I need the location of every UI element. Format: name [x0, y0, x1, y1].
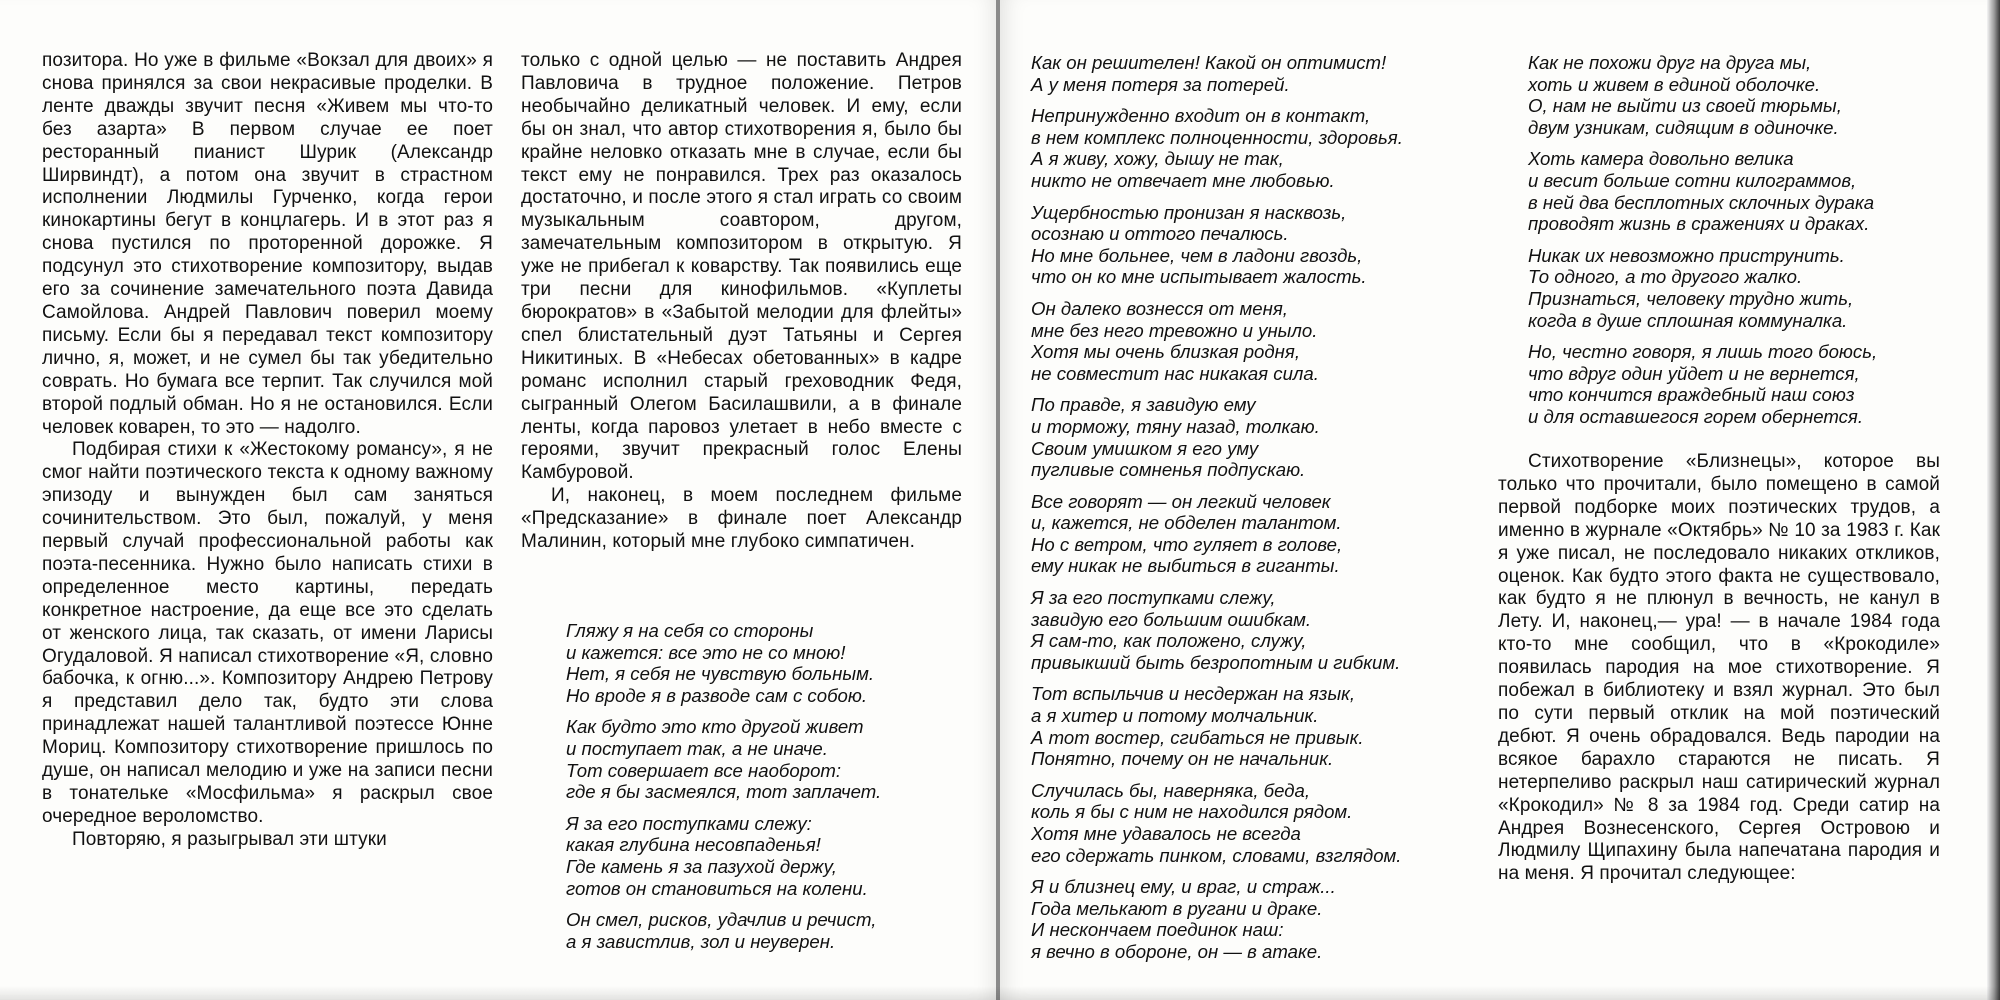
poem-line: и поступает так, а не иначе. [566, 737, 828, 759]
poem-line: А у меня потеря за потерей. [1031, 73, 1290, 95]
poem-line: Но мне больнее, чем в ладони гвоздь, [1031, 244, 1363, 266]
poem-line: его сдержать пинком, словами, взглядом. [1031, 844, 1402, 866]
paragraph: позитора. Но уже в фильме «Вокзал для двоих» я снова принялся за свои некрасивые проделки. В ленте дважды звучит песня «Живем мы что-то без азарта» В первом случае ее поет ресторанный пианист Шурик (Александр Ширвиндт), а потом она звучит в страстном исполнении Людмилы Гурченко, когда герои кинокартины бегут в концлагерь. И в этот раз я снова пустился по проторенной дорожке. Я подсунул это стихотворение композитору, выдав его за сочинение замечательного поэта Давида Самойлова. Андрей Павлович поверил моему письму. Если бы я передавал текст композитору лично, я, может, и не сумел бы так убедительно соврать. Но бумага все терпит. Так случился мой второй подлый обман. Но я не остановился. Если человек коварен, то это — надолго. [42, 50, 493, 438]
poem-line: Непринужденно входит он в контакт, [1031, 105, 1371, 127]
poem-stanza [1031, 105, 1471, 191]
left-column-prose [42, 50, 493, 852]
poem-stanza [1031, 394, 1471, 480]
poem-line: Хоть камера довольно велика [1528, 148, 1794, 170]
poem-line: А тот востер, сгибаться не привык. [1031, 726, 1364, 748]
poem-line: То одного, а то другого жалко. [1528, 266, 1803, 288]
poem-line: Как будто это кто другой живет [566, 716, 864, 738]
poem-line: и, кажется, не обделен талантом. [1031, 512, 1342, 534]
left-page [0, 0, 998, 1000]
poem-line: когда в душе сплошная коммуналка. [1528, 309, 1848, 331]
poem-stanza [1528, 148, 1978, 234]
poem-line: И нескончаем поединок наш: [1031, 919, 1284, 941]
poem-line: Но, честно говоря, я лишь того боюсь, [1528, 341, 1878, 363]
poem-line: где я бы засмеялся, тот заплачет. [566, 781, 882, 803]
poem-line: Своим умишком я его уму [1031, 437, 1259, 459]
poem-line: я вечно в обороне, он — в атаке. [1031, 940, 1323, 962]
poem-line: А я живу, хожу, дышу не так, [1031, 148, 1284, 170]
poem-line: Тот совершает все наоборот: [566, 759, 842, 781]
paragraph: И, наконец, в моем последнем фильме «Предсказание» в финале поет Александр Малинин, который мне глубоко симпатичен. [521, 485, 962, 553]
poem-line: и для оставшегося горем обернется. [1528, 405, 1864, 427]
poem-line: осознаю и оттого печалюсь. [1031, 223, 1289, 245]
poem-line: Я сам-то, как положено, служу, [1031, 630, 1307, 652]
poem-line: Он смел, рисков, удачлив и речист, [566, 909, 877, 931]
poem-stanza [1031, 298, 1471, 384]
paragraph: только с одной целью — не поставить Андрея Павловича в трудное положение. Петров необычайно деликатный человек. И ему, если бы он знал, что автор стихотворения я, было бы крайне неловко отказать мне в случае, если бы текст ему не понравился. Трех раз оказалось достаточно, и после этого я стал играть со своим музыкальным соавтором, другом, замечательным композитором в открытую. Я уже не прибегал к коварству. Так появились еще три песни для кинофильмов. «Куплеты бюрократов» в «Забытой мелодии для флейты» спел блистательный дуэт Татьяны и Сергея Никитиных. В «Небесах обетованных» в кадре романс исполнил старый греховодник Федя, сыгранный Олегом Басилашвили, а в финале ленты, когда паровоз улетает в небо вместе с героями, звучит прекрасный голос Елены Камбуровой. [521, 50, 962, 484]
poem-line: Гляжу я на себя со стороны [566, 620, 814, 641]
poem-line: готов он становиться на колени. [566, 877, 868, 899]
poem-line: что он ко мне испытывает жалость. [1031, 266, 1367, 288]
right-page [1000, 0, 1987, 1000]
poem-line: О, нам не выйти из своей тюрьмы, [1528, 95, 1842, 117]
poem-line: завидую его большим ошибкам. [1031, 608, 1312, 630]
poem-line: проводят жизнь в сражениях и драках. [1528, 213, 1870, 235]
poem-line: какая глубина несовпаденья! [566, 834, 821, 856]
poem-line: коль я бы с ним не находился рядом. [1031, 801, 1353, 823]
poem-line: Года мелькают в ругани и драке. [1031, 897, 1323, 919]
poem-line: что вдруг один уйдет и не вернется, [1528, 362, 1860, 384]
poem-line: По правде, я завидую ему [1031, 394, 1256, 416]
poem-stanza [566, 716, 986, 802]
poem-stanza [1031, 780, 1471, 866]
paragraph: Повторяю, я разыгрывал эти штуки [72, 828, 387, 850]
poem-line: а я завистлив, зол и неуверен. [566, 930, 836, 952]
poem-stanza [1031, 491, 1471, 577]
poem-line: Хотя мы очень близкая родня, [1031, 341, 1300, 363]
poem-line: Я и близнец ему, и враг, и страж... [1031, 876, 1336, 898]
poem-line: Тот вспыльчив и несдержан на язык, [1031, 683, 1356, 705]
poem-stanza [1528, 341, 1978, 427]
paragraph: Стихотворение «Близнецы», которое вы только что прочитали, было помещено в самой первой подборке моих поэтических трудов, а именно в журнале «Октябрь» № 10 за 1983 г. Как я уже писал, не последовало никаких откликов, оценок. Как будто этого факта не существовало, как будто я не плюнул в вечность, не канул в Лету. И, наконец,— ура! — в начале 1984 года кто-то мне сообщил, что в «Крокодиле» появилась пародия на мое стихотворение. Я побежал в библиотеку и взял журнал. Это был по сути первый отклик на мой поэтический дебют. Я очень обрадовался. Ведь пародии на всякое барахло стараются не писать. Я нетерпеливо раскрыл наш сатирический журнал «Крокодил» № 8 за 1984 год. Среди сатир на Андрея Вознесенского, Сергея Островою и Людмилу Щипахину была напечатана пародия и на меня. Я прочитал следующее: [1498, 451, 1940, 885]
poem-line: не совместит нас никакая сила. [1031, 362, 1319, 384]
paragraph: Подбирая стихи к «Жестокому романсу», я не смог найти поэтического текста к одному важному эпизоду и вынужден был сам заняться сочинительством. Это был, пожалуй, у меня первый случай профессиональной работы как поэта-песенника. Нужно было написать стихи в определенное место картины, передать конкретное настроение, да еще все это сделать от женского лица, так сказать, от имени Ларисы Огудаловой. Я написал стихотворение «Я, словно бабочка, к огню...». Композитору Андрею Петрову я представил дело так, будто эти слова принадлежат нашей талантливой поэтессе Юнне Мориц. Композитору стихотворение пришлось по душе, он написал мелодию и уже на записи песни в тонательке «Мосфильма» я раскрыл свое очередное вероломство. [42, 439, 493, 827]
poem-line: пугливые сомненья подпускаю. [1031, 459, 1306, 481]
poem-stanza [1031, 202, 1471, 288]
poem-line: Но вроде я в разводе сам с собою. [566, 684, 868, 706]
poem-stanza [566, 909, 986, 952]
poem-line: Он далеко вознесся от меня, [1031, 297, 1288, 319]
poem-line: Понятно, почему он не начальник. [1031, 748, 1334, 770]
poem-line: Как не похожи друг на друга мы, [1528, 52, 1812, 73]
scan-bottom-shadow [0, 986, 2000, 1000]
poem-line: привыкший быть безропотным и гибким. [1031, 651, 1401, 673]
poem-twins-part-2 [1031, 52, 1471, 973]
poem-line: Я за его поступками слежу, [1031, 587, 1276, 609]
poem-line: Все говорят — он легкий человек [1031, 490, 1331, 512]
poem-line: Как он решителен! Какой он оптимист! [1031, 52, 1387, 73]
poem-line: и весит больше сотни килограммов, [1528, 169, 1857, 191]
poem-line: и торможу, тяну назад, толкаю. [1031, 415, 1320, 437]
poem-line: Где камень я за пазухой держу, [566, 855, 837, 877]
poem-line: Нет, я себя не чувствую больным. [566, 663, 875, 685]
poem-line: никто не отвечает мне любовью. [1031, 169, 1335, 191]
poem-line: Признаться, человеку трудно жить, [1528, 287, 1854, 309]
right-column-prose [1498, 451, 1940, 886]
poem-line: Ущербностью пронизан я насквозь, [1031, 201, 1347, 223]
poem-twins-part-1 [566, 620, 986, 962]
poem-line: Я за его поступками слежу: [566, 812, 812, 834]
poem-stanza [566, 813, 986, 899]
poem-line: мне без него тревожно и уныло. [1031, 319, 1318, 341]
poem-line: Хотя мне удавалось не всегда [1031, 823, 1301, 844]
poem-stanza [1031, 52, 1471, 95]
poem-line: в ней два бесплотных склочных дурака [1528, 191, 1875, 213]
poem-twins-part-3 [1528, 52, 1978, 438]
poem-stanza [1031, 876, 1471, 962]
poem-line: что кончится враждебный наш союз [1528, 384, 1855, 406]
poem-stanza [1031, 683, 1471, 769]
center-column-prose [521, 50, 962, 554]
poem-line: а я хитер и потому молчальник. [1031, 705, 1319, 727]
poem-line: Никак их невозможно приструнить. [1528, 244, 1845, 266]
poem-line: хоть и живем в единой оболочке. [1528, 73, 1821, 95]
poem-line: в нем комплекс полноценности, здоровья. [1031, 126, 1403, 148]
poem-stanza [1031, 587, 1471, 673]
poem-stanza [1528, 52, 1978, 138]
poem-line: Но с ветром, что гуляет в голове, [1031, 533, 1343, 555]
poem-line: ему никак не выбиться в гиганты. [1031, 555, 1340, 577]
book-page-edge [1987, 0, 2000, 1000]
poem-line: Случилась бы, наверняка, беда, [1031, 779, 1311, 801]
poem-stanza [1528, 245, 1978, 331]
poem-line: и кажется: все это не со мною! [566, 641, 846, 663]
poem-line: двум узникам, сидящим в одиночке. [1528, 116, 1839, 138]
poem-stanza [566, 620, 986, 706]
